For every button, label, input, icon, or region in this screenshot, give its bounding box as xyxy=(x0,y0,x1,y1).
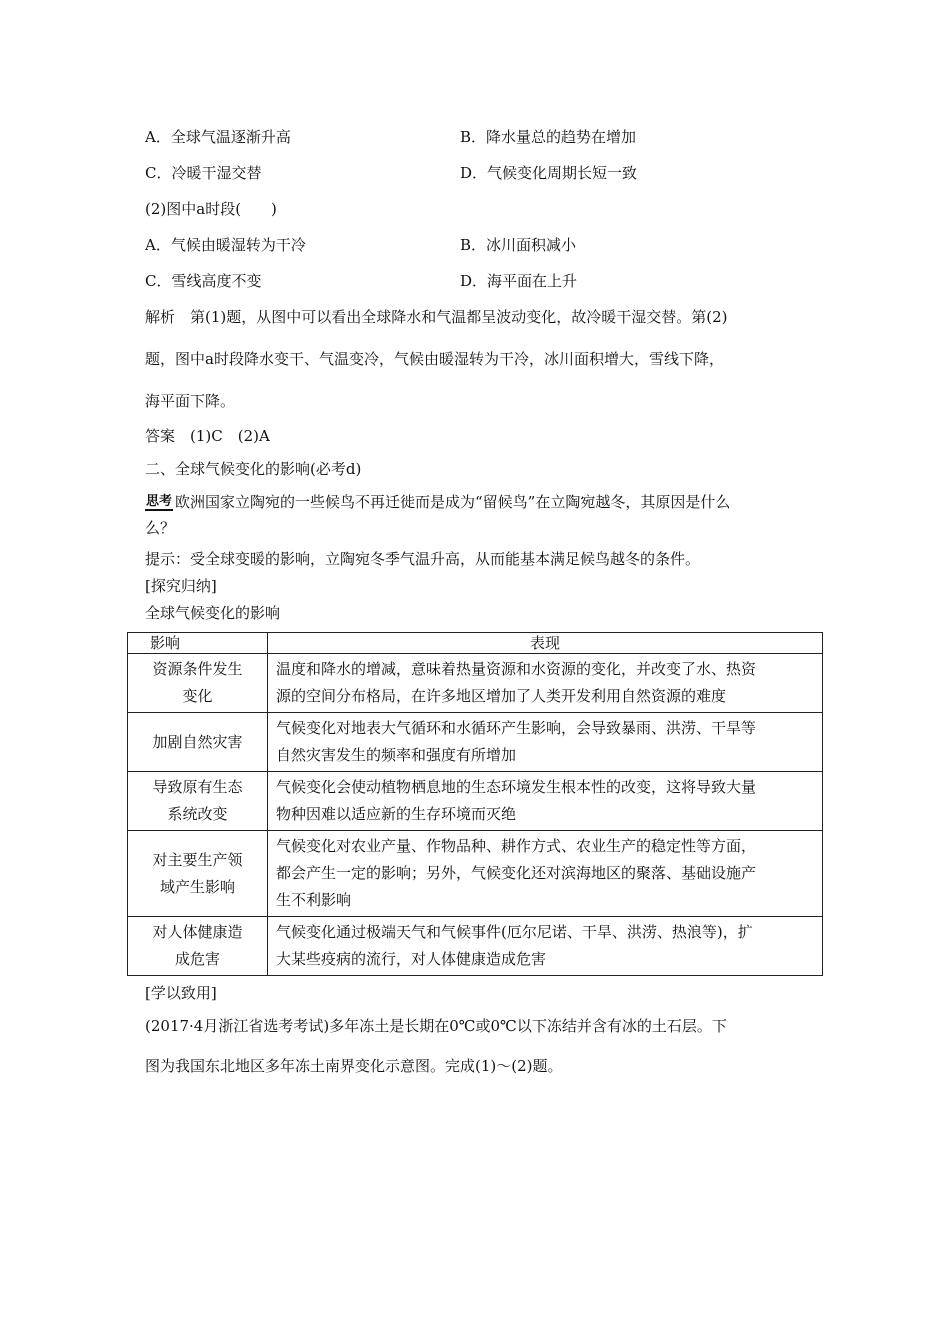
row-text-line: 自然灾害发生的频率和强度有所增加 xyxy=(276,746,517,764)
q1-option-d: D．气候变化周期长短一致 xyxy=(460,164,638,182)
q2-option-b: B．冰川面积减小 xyxy=(460,236,577,254)
q2-stem: (2)图中a时段( ) xyxy=(145,200,277,218)
analysis-line-1: 解析 第(1)题，从图中可以看出全球降水和气温都呈波动变化，故冷暖干湿交替。第(2) xyxy=(145,308,728,326)
exercise-line-2: 图为我国东北地区多年冻土南界变化示意图。完成(1)～(2)题。 xyxy=(145,1057,563,1075)
q1-option-c: C．冷暖干湿交替 xyxy=(145,164,262,182)
row-text-line: 大某些疫病的流行，对人体健康造成危害 xyxy=(276,950,547,968)
analysis-line-3: 海平面下降。 xyxy=(145,392,236,410)
row-impact-line: 资源条件发生 xyxy=(152,660,243,678)
explore-label: [探究归纳] xyxy=(145,577,217,595)
row-text-line: 气候变化对农业产量、作物品种、耕作方式、农业生产的稳定性等方面， xyxy=(276,837,757,855)
row-text-line: 气候变化会使动植物栖息地的生态环境发生根本性的改变，这将导致大量 xyxy=(276,778,757,796)
row-impact-line: 导致原有生态 xyxy=(152,778,243,796)
row-text-line: 生不利影响 xyxy=(276,891,352,909)
row-impact-line: 成危害 xyxy=(174,950,220,968)
answer: 答案 (1)C (2)A xyxy=(145,427,270,445)
row-text-line: 温度和降水的增减，意味着热量资源和水资源的变化，并改变了水、热资 xyxy=(276,660,757,678)
think-badge: 思考 xyxy=(146,494,173,509)
row-text-line: 源的空间分布格局，在许多地区增加了人类开发利用自然资源的难度 xyxy=(276,687,727,705)
row-impact-line: 对人体健康造 xyxy=(152,923,243,941)
apply-label: [学以致用] xyxy=(145,984,217,1002)
impact-table xyxy=(127,632,823,976)
row-text-line: 都会产生一定的影响；另外，气候变化还对滨海地区的聚落、基础设施产 xyxy=(276,864,757,882)
q2-option-d: D．海平面在上升 xyxy=(460,272,578,290)
q2-option-c: C．雪线高度不变 xyxy=(145,272,262,290)
q1-option-b: B．降水量总的趋势在增加 xyxy=(460,128,637,146)
table-row xyxy=(128,654,823,713)
section-heading: 二、全球气候变化的影响(必考d) xyxy=(145,460,362,478)
row-impact-line: 域产生影响 xyxy=(159,877,235,896)
table-row xyxy=(128,772,823,831)
exercise-line-1: (2017·4月浙江省选考考试)多年冻土是长期在0℃或0℃以下冻结并含有冰的土石层。下 xyxy=(145,1017,727,1035)
row-text-line: 气候变化通过极端天气和气候事件(厄尔尼诺、干旱、洪涝、热浪等)，扩 xyxy=(276,923,753,941)
think-line-1: 欧洲国家立陶宛的一些候鸟不再迁徙而是成为“留候鸟”在立陶宛越冬，其原因是什么 xyxy=(175,493,731,511)
row-impact-line: 对主要生产领 xyxy=(152,850,243,869)
row-impact-line: 系统改变 xyxy=(167,805,228,823)
q1-option-a: A．全球气温逐渐升高 xyxy=(145,128,291,146)
row-impact-line: 加剧自然灾害 xyxy=(152,732,243,751)
row-text-line: 气候变化对地表大气循环和水循环产生影响，会导致暴雨、洪涝、干旱等 xyxy=(276,719,757,737)
think-line-2: 么？ xyxy=(145,519,176,537)
table-header-row xyxy=(128,633,823,654)
analysis-line-2: 题，图中a时段降水变干、气温变冷，气候由暖湿转为干冷，冰川面积增大，雪线下降， xyxy=(145,350,724,368)
row-impact-line: 变化 xyxy=(182,687,213,705)
q2-option-a: A．气候由暖湿转为干冷 xyxy=(145,236,306,254)
header-manifestation: 表现 xyxy=(268,633,823,654)
table-row xyxy=(128,713,823,772)
table-title: 全球气候变化的影响 xyxy=(145,604,281,622)
hint: 提示：受全球变暖的影响，立陶宛冬季气温升高，从而能基本满足候鸟越冬的条件。 xyxy=(145,550,701,568)
table-row xyxy=(128,917,823,976)
think-question xyxy=(145,492,730,512)
header-impact: 影响 xyxy=(128,633,268,654)
row-text-line: 物种因难以适应新的生存环境而灭绝 xyxy=(276,805,517,823)
table-row xyxy=(128,831,823,917)
